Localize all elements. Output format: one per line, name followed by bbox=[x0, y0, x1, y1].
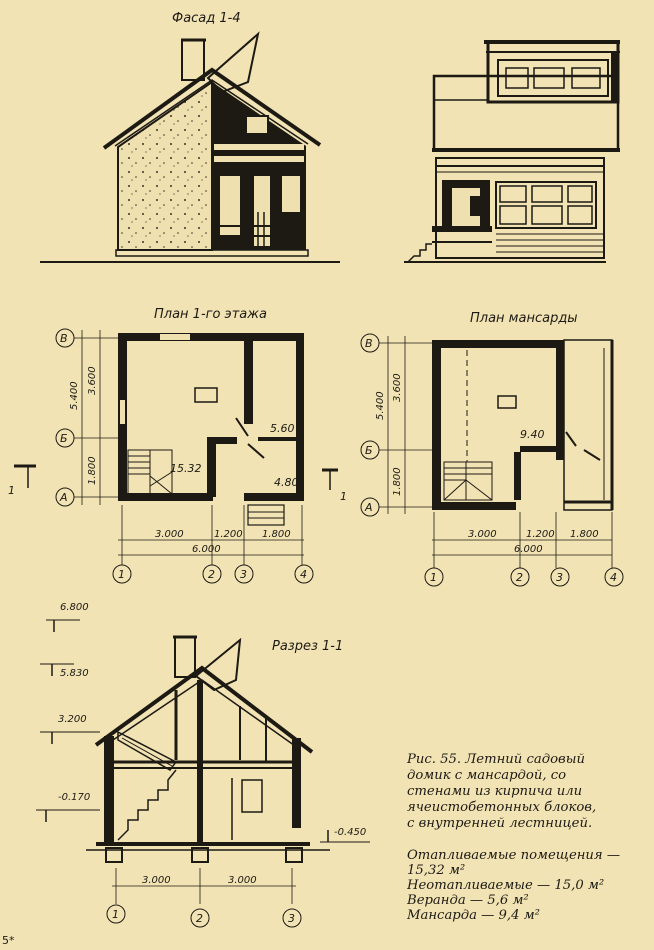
plan-attic-drawing bbox=[361, 334, 623, 586]
attic-axis-2: 2 bbox=[516, 571, 523, 584]
attic-axis-3: 3 bbox=[556, 571, 563, 584]
section-title: Разрез 1-1 bbox=[272, 639, 344, 654]
plan1-dim-1200: 1.200 bbox=[214, 529, 243, 540]
attic-axis-v: В bbox=[365, 337, 373, 350]
plan1-dim-3600: 3.600 bbox=[87, 366, 98, 395]
section-mark-right: 1 bbox=[340, 490, 347, 503]
caption-line: с внутренней лестницей. bbox=[407, 816, 593, 831]
attic-area-text: Мансарда — 9,4 м² bbox=[407, 908, 540, 923]
plan1-area-veranda: 5.60 bbox=[270, 422, 295, 435]
attic-dim-1800: 1.800 bbox=[570, 529, 599, 540]
section-axis-1: 1 bbox=[112, 908, 119, 921]
attic-dim-1200: 1.200 bbox=[526, 529, 555, 540]
plan1-dim-5400: 5.400 bbox=[69, 381, 80, 410]
attic-dim-3600: 3.600 bbox=[392, 373, 403, 402]
plan1-axis-2: 2 bbox=[208, 568, 215, 581]
plan1-dim-1800: 1.800 bbox=[262, 529, 291, 540]
caption-line: стенами из кирпича или bbox=[407, 784, 583, 799]
figure-caption bbox=[407, 752, 647, 832]
facade-side-elevation bbox=[404, 42, 620, 262]
section-el-m0450: -0.450 bbox=[334, 827, 367, 838]
section-mark-left: 1 bbox=[8, 484, 15, 497]
attic-dim-total: 6.000 bbox=[514, 544, 543, 555]
plan1-axis-3: 3 bbox=[240, 568, 247, 581]
attic-area: 9.40 bbox=[520, 428, 545, 441]
section-axis-2: 2 bbox=[196, 912, 203, 925]
caption-line: домик с мансардой, со bbox=[407, 768, 567, 783]
section-el-6800: 6.800 bbox=[60, 602, 89, 613]
plan1-axis-a: А bbox=[60, 491, 68, 504]
plan1-axis-v: В bbox=[60, 332, 68, 345]
facade-title: Фасад 1-4 bbox=[172, 11, 241, 26]
plan1-dim-3000: 3.000 bbox=[155, 529, 184, 540]
plan-attic-title: План мансарды bbox=[470, 311, 578, 326]
plan1-dim-total: 6.000 bbox=[192, 544, 221, 555]
caption-line: ячеистобетонных блоков, bbox=[407, 800, 597, 815]
heated-value: 15,32 м² bbox=[407, 863, 466, 878]
plan1-axis-4: 4 bbox=[300, 568, 307, 581]
section-el-5830: 5.830 bbox=[60, 668, 89, 679]
veranda-area: Веранда — 5,6 м² bbox=[407, 893, 529, 908]
section-dim-3000-a: 3.000 bbox=[142, 875, 171, 886]
section-axis-3: 3 bbox=[288, 912, 295, 925]
plan1-title: План 1-го этажа bbox=[154, 307, 267, 322]
plan1-drawing bbox=[8, 329, 347, 583]
plan1-area-living: 15.32 bbox=[170, 462, 202, 475]
caption-line: Рис. 55. Летний садовый bbox=[407, 752, 585, 767]
attic-axis-4: 4 bbox=[610, 571, 617, 584]
area-summary bbox=[407, 848, 647, 923]
attic-axis-b: Б bbox=[365, 444, 373, 457]
heated-label: Отапливаемые помещения — bbox=[407, 848, 621, 863]
plan1-area-hall: 4.80 bbox=[274, 476, 299, 489]
plan1-dim-1800: 1.800 bbox=[87, 456, 98, 485]
attic-axis-a: А bbox=[365, 501, 373, 514]
page-number: 5* bbox=[2, 934, 15, 947]
section-el-m0170: -0.170 bbox=[58, 792, 91, 803]
attic-dim-1800: 1.800 bbox=[392, 467, 403, 496]
section-el-3200: 3.200 bbox=[58, 714, 87, 725]
facade-gable-elevation bbox=[40, 34, 340, 262]
attic-axis-1: 1 bbox=[430, 571, 437, 584]
plan1-axis-1: 1 bbox=[118, 568, 125, 581]
attic-dim-3000: 3.000 bbox=[468, 529, 497, 540]
unheated-area: Неотапливаемые — 15,0 м² bbox=[407, 878, 605, 893]
attic-dim-5400: 5.400 bbox=[375, 391, 386, 420]
plan1-axis-b: Б bbox=[60, 432, 68, 445]
section-dim-3000-b: 3.000 bbox=[228, 875, 257, 886]
